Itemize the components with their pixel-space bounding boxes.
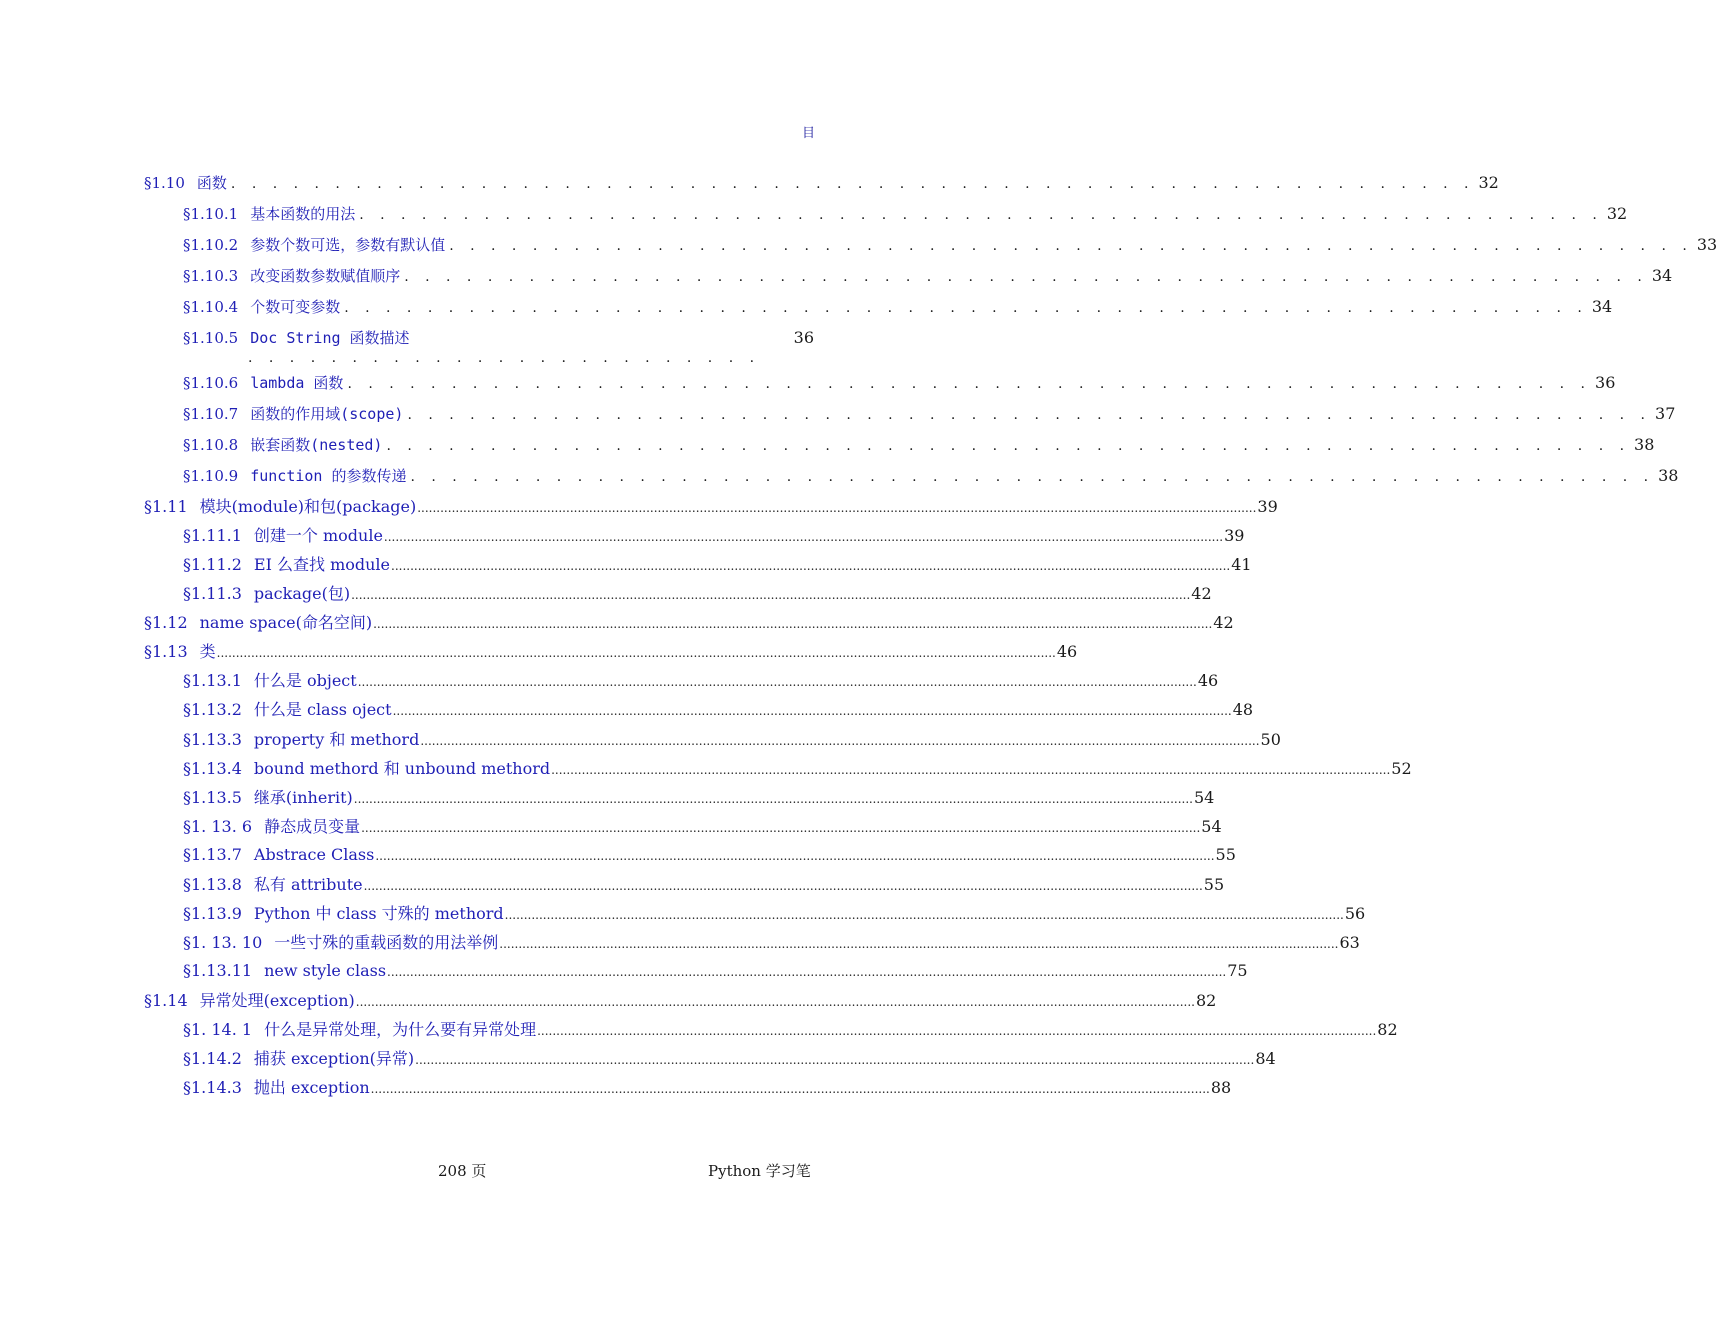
toc-entry[interactable] xyxy=(183,402,1676,426)
toc-entry-number: §1.13.4 xyxy=(183,759,242,778)
toc-leader-dots: ............................................................................................................................................................................................................................ xyxy=(357,675,1197,689)
toc-entry[interactable] xyxy=(183,433,1655,457)
toc-entry-page: 42 xyxy=(1191,584,1212,603)
toc-entry[interactable] xyxy=(183,233,1717,257)
toc-entry[interactable] xyxy=(183,902,1366,926)
toc-entry-page: 34 xyxy=(1591,297,1613,316)
toc-leader-dots: ............................................................................................................................................................................................................................ xyxy=(391,559,1231,573)
toc-entry[interactable] xyxy=(183,202,1628,226)
toc-leader-dots: ............................................................................................................................................................................................................................ xyxy=(387,965,1227,979)
toc-entry[interactable] xyxy=(144,495,1278,519)
toc-entry[interactable] xyxy=(183,553,1252,577)
toc-entry[interactable] xyxy=(183,669,1219,693)
toc-entry[interactable] xyxy=(183,786,1215,810)
toc-entry-title: 捕获 exception(异常) xyxy=(253,1049,415,1068)
toc-entry[interactable] xyxy=(183,728,1281,752)
toc-entry[interactable] xyxy=(144,171,1499,195)
toc-entry-title: 函数 xyxy=(196,174,227,192)
toc-entry[interactable] xyxy=(183,295,1613,319)
toc-leader-dots: ............................................................................................................................................................................................................................ xyxy=(370,1082,1210,1096)
toc-leader-dots: ............................................................................................................................................................................................................................ xyxy=(373,617,1213,631)
toc-entry-title: 改变函数参数赋值顺序 xyxy=(250,267,401,285)
toc-entry[interactable] xyxy=(183,582,1212,606)
toc-entry-title: 什么是异常处理，为什么要有异常处理 xyxy=(264,1020,537,1039)
toc-entry[interactable] xyxy=(183,464,1679,488)
toc-entry-title: 模块(module)和包(package) xyxy=(199,497,417,516)
toc-entry-number: §1.10.7 xyxy=(183,405,239,423)
toc-leader-dots: ............................................................................................................................................................................................................................ xyxy=(415,1053,1255,1067)
toc-entry-number: §1.10.9 xyxy=(183,467,239,485)
toc-entry-page: 39 xyxy=(1257,497,1278,516)
toc-entry[interactable] xyxy=(144,640,1078,664)
toc-leader-dots: . . . . . . . . . . . . . . . . . . . . . . . . . . . . . . . . . . . . . . . . . . . . . . . . . . . . . . . . . . . . xyxy=(344,300,1588,316)
toc-entry-title: EI 么查找 module xyxy=(253,555,391,574)
toc-leader-dots: . . . . . . . . . . . . . . . . . . . . . . . . . . . . . . . . . . . . . . . . . . . . . . . . . . . . . . . . . . . . xyxy=(347,376,1592,392)
toc-entry-number: §1.11.2 xyxy=(183,555,242,574)
toc-entry-title: 参数个数可选，参数有默认值 xyxy=(250,236,446,254)
toc-leader-dots: ............................................................................................................................................................................................................................ xyxy=(363,879,1203,893)
toc-entry-page: 46 xyxy=(1197,671,1219,690)
toc-entry-page: 63 xyxy=(1339,933,1360,952)
toc-entry-page: 48 xyxy=(1232,700,1254,719)
toc-entry-page: 88 xyxy=(1210,1078,1232,1097)
toc-entry-number: §1.10.5 xyxy=(183,329,239,347)
toc-overflow-dots: . . . . . . . . . . . . . . . . . . . . . . . . . xyxy=(248,350,761,366)
toc-entry-number: §1.10.3 xyxy=(183,267,239,285)
toc-entry[interactable] xyxy=(183,1076,1232,1100)
toc-leader-dots: ............................................................................................................................................................................................................................ xyxy=(392,704,1232,718)
toc-leader-dots: ............................................................................................................................................................................................................................ xyxy=(361,821,1201,835)
toc-entry-title: property 和 methord xyxy=(253,730,420,749)
toc-entry-number: §1.14.3 xyxy=(183,1078,242,1097)
footer-page-label: 208 页 xyxy=(438,1162,487,1180)
toc-leader-dots: ............................................................................................................................................................................................................................ xyxy=(537,1024,1377,1038)
toc-entry-title: function 的参数传递 xyxy=(250,467,407,485)
toc-entry-page: 41 xyxy=(1231,555,1252,574)
toc-leader-dots: ............................................................................................................................................................................................................................ xyxy=(551,763,1391,777)
toc-entry-title: 抛出 exception xyxy=(253,1078,370,1097)
toc-entry-page: 54 xyxy=(1201,817,1222,836)
toc-entry-title: bound methord 和 unbound methord xyxy=(253,759,551,778)
toc-leader-dots: . . . . . . . . . . . . . . . . . . . . . . . . . . . . . . . . . . . . . . . . . . . . . . . . . . . . . . . . . . . . xyxy=(410,469,1655,485)
toc-entry-page: 33 xyxy=(1696,235,1717,254)
toc-entry-number: §1.10 xyxy=(144,174,185,192)
toc-entry-page: 52 xyxy=(1391,759,1412,778)
toc-entry-title: 个数可变参数 xyxy=(250,298,341,316)
toc-entry[interactable] xyxy=(183,264,1673,288)
toc-entry-title: 私有 attribute xyxy=(253,875,363,894)
toc-entry-number: §1. 14. 1 xyxy=(183,1020,253,1039)
toc-entry-number: §1.13.1 xyxy=(183,671,242,690)
toc-leader-dots: ............................................................................................................................................................................................................................ xyxy=(417,501,1257,515)
toc-entry[interactable] xyxy=(183,959,1248,983)
toc-entry[interactable] xyxy=(183,1018,1398,1042)
toc-leader-dots: ............................................................................................................................................................................................................................ xyxy=(499,937,1339,951)
toc-entry-number: §1.10.1 xyxy=(183,205,239,223)
toc-entry-page: 36 xyxy=(793,328,814,347)
toc-entry-title: 异常处理(exception) xyxy=(199,991,355,1010)
toc-entry[interactable] xyxy=(183,843,1236,867)
toc-entry-number: §1. 13. 10 xyxy=(183,933,263,952)
toc-entry-title: 基本函数的用法 xyxy=(250,205,356,223)
toc-leader-dots: . . . . . . . . . . . . . . . . . . . . . . . . . . . . . . . . . . . . . . . . . . . . . . . . . . . . . . . . . . . . xyxy=(449,238,1693,254)
toc-entry-title: Python 中 class 寸殊的 methord xyxy=(253,904,504,923)
toc-entry[interactable] xyxy=(144,989,1217,1013)
toc-entry[interactable] xyxy=(183,698,1254,722)
toc-entry[interactable] xyxy=(183,931,1360,955)
toc-entry-number: §1.13.3 xyxy=(183,730,242,749)
toc-leader-dots: ............................................................................................................................................................................................................................ xyxy=(216,646,1056,660)
toc-entry-title: lambda 函数 xyxy=(250,374,344,392)
toc-entry-title: 创建一个 module xyxy=(253,526,383,545)
toc-entry-title: 什么是 object xyxy=(253,671,357,690)
toc-entry-title: 继承(inherit) xyxy=(253,788,353,807)
toc-entry[interactable] xyxy=(183,1047,1276,1071)
toc-entry-number: §1.11 xyxy=(144,497,188,516)
toc-entry[interactable] xyxy=(183,815,1222,839)
toc-leader-dots: ............................................................................................................................................................................................................................ xyxy=(420,734,1260,748)
toc-entry-number: §1.13.5 xyxy=(183,788,242,807)
toc-leader-dots: ............................................................................................................................................................................................................................ xyxy=(355,995,1195,1009)
toc-entry-page: 32 xyxy=(1478,173,1499,192)
toc-entry-page: 36 xyxy=(1595,373,1616,392)
toc-leader-dots: ............................................................................................................................................................................................................................ xyxy=(351,588,1191,602)
toc-entry-title: Abstrace Class xyxy=(253,845,375,864)
toc-entry-number: §1.10.2 xyxy=(183,236,239,254)
toc-entry-page: 39 xyxy=(1224,526,1245,545)
toc-entry-number: §1.14 xyxy=(144,991,188,1010)
toc-leader-dots: ............................................................................................................................................................................................................................ xyxy=(375,849,1215,863)
toc-entry-number: §1.12 xyxy=(144,613,188,632)
toc-entry[interactable] xyxy=(183,326,814,350)
toc-entry-title: 嵌套函数(nested) xyxy=(250,436,383,454)
toc-entry-number: §1. 13. 6 xyxy=(183,817,253,836)
toc-entry-number: §1.13.11 xyxy=(183,961,253,980)
toc-entry-number: §1.10.4 xyxy=(183,298,239,316)
toc-entry[interactable] xyxy=(144,611,1234,635)
toc-entry-number: §1.10.8 xyxy=(183,436,239,454)
toc-entry-title: 什么是 class oject xyxy=(253,700,392,719)
toc-leader-dots: . . . . . . . . . . . . . . . . . . . . . . . . . . . . . . . . . . . . . . . . . . . . . . . . . . . . . . . . . . . . xyxy=(359,207,1603,223)
toc-entry-title: name space(命名空间) xyxy=(199,613,373,632)
toc-leader-dots: . . . . . . . . . . . . . . . . . . . . . . . . . . . . . . . . . . . . . . . . . . . . . . . . . . . . . . . . . . . . xyxy=(407,407,1652,423)
toc-entry[interactable] xyxy=(183,873,1225,897)
toc-entry-page: 38 xyxy=(1634,435,1655,454)
toc-entry[interactable] xyxy=(183,371,1616,395)
toc-entry-title: 静态成员变量 xyxy=(264,817,361,836)
toc-entry-number: §1.13.2 xyxy=(183,700,242,719)
toc-entry-page: 32 xyxy=(1606,204,1628,223)
toc-entry-page: 75 xyxy=(1227,961,1248,980)
toc-entry[interactable] xyxy=(183,757,1412,781)
toc-entry-number: §1.10.6 xyxy=(183,374,239,392)
toc-entry-number: §1.13.9 xyxy=(183,904,242,923)
toc-entry-page: 82 xyxy=(1195,991,1217,1010)
toc-leader-dots: ............................................................................................................................................................................................................................ xyxy=(353,792,1193,806)
toc-entry-number: §1.13.7 xyxy=(183,845,242,864)
toc-entry-page: 55 xyxy=(1215,845,1236,864)
toc-entry-number: §1.14.2 xyxy=(183,1049,242,1068)
toc-entry-page: 54 xyxy=(1193,788,1215,807)
toc-entry-number: §1.13.8 xyxy=(183,875,242,894)
toc-leader-dots: ............................................................................................................................................................................................................................ xyxy=(504,908,1344,922)
toc-entry-page: 34 xyxy=(1651,266,1673,285)
toc-entry-page: 82 xyxy=(1377,1020,1398,1039)
toc-entry-title: new style class xyxy=(264,961,387,980)
toc-entry-page: 55 xyxy=(1203,875,1225,894)
toc-entry-title: 函数的作用域(scope) xyxy=(250,405,404,423)
toc-entry-title: package(包) xyxy=(253,584,351,603)
toc-entry-page: 84 xyxy=(1255,1049,1276,1068)
toc-entry-title: 一些寸殊的重载函数的用法举例 xyxy=(274,933,499,952)
toc-entry-title: 类 xyxy=(199,642,216,661)
toc-leader-dots: . . . . . . . . . . . . . . . . . . . . . . . . . . . . . . . . . . . . . . . . . . . . . . . . . . . . . . . . . . . . xyxy=(404,269,1648,285)
toc-entry-page: 37 xyxy=(1655,404,1676,423)
header-mark: 目 xyxy=(802,126,816,141)
toc-leader-dots: . . . . . . . . . . . . . . . . . . . . . . . . . . . . . . . . . . . . . . . . . . . . . . . . . . . . . . . . . . . . xyxy=(230,176,1475,192)
toc-entry-page: 50 xyxy=(1260,730,1281,749)
toc-entry-title: Doc String 函数描述 xyxy=(250,329,410,347)
toc-entry[interactable] xyxy=(183,524,1245,548)
toc-entry-number: §1.13 xyxy=(144,642,188,661)
toc-entry-number: §1.11.3 xyxy=(183,584,242,603)
toc-entry-page: 56 xyxy=(1344,904,1366,923)
toc-entry-page: 42 xyxy=(1213,613,1234,632)
toc-entry-page: 46 xyxy=(1056,642,1078,661)
toc-entry-number: §1.11.1 xyxy=(183,526,242,545)
toc-leader-dots: ............................................................................................................................................................................................................................ xyxy=(383,530,1224,544)
toc-entry-page: 38 xyxy=(1658,466,1679,485)
toc-leader-dots: . . . . . . . . . . . . . . . . . . . . . . . . . . . . . . . . . . . . . . . . . . . . . . . . . . . . . . . . . . . . xyxy=(386,438,1631,454)
footer-book-title: Python 学习笔 xyxy=(708,1162,811,1180)
